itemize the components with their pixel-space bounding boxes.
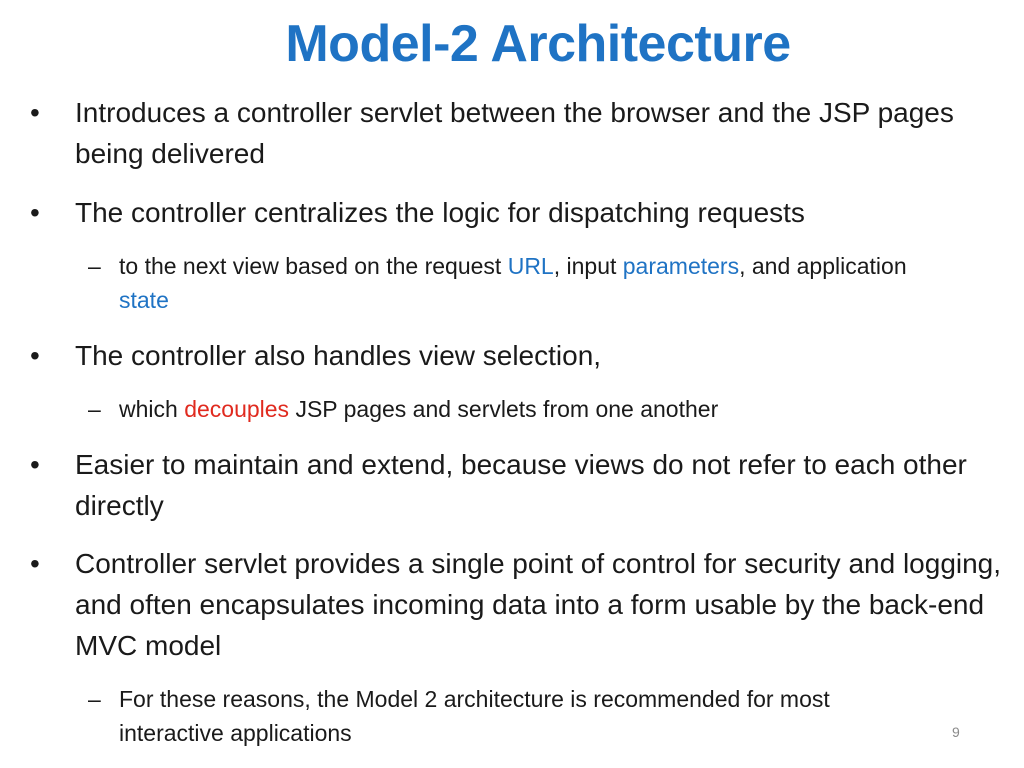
slide-title: Model-2 Architecture [285, 15, 791, 73]
bullet-text: The controller centralizes the logic for dispatching requests [75, 197, 805, 228]
bullet-text: Controller servlet provides a single point of control for security and logging, and often encapsulates incoming data into a form usable by the back-end MVC model [75, 548, 1002, 661]
subbullet-text: to the next view based on the request URL, input parameters, and application state [119, 253, 907, 313]
subbullet-text: which decouples JSP pages and servlets from one another [119, 396, 719, 422]
bullet-text: Introduces a controller servlet between the browser and the JSP pages being delivered [75, 97, 954, 169]
highlight-state: state [119, 287, 169, 313]
highlight-decouples: decouples [184, 396, 290, 422]
bullet-icon: • [30, 449, 40, 480]
bullet-icon: • [30, 97, 40, 128]
bullet-icon: • [30, 340, 40, 371]
dash-icon: – [88, 686, 101, 712]
page-number: 9 [952, 724, 960, 740]
highlight-parameters: parameters [622, 253, 740, 279]
bullet-text: The controller also handles view selection, [75, 340, 602, 371]
bullet-icon: • [30, 197, 40, 228]
bullet-text: Easier to maintain and extend, because views do not refer to each other directly [75, 449, 967, 521]
highlight-url: URL [507, 253, 554, 279]
subbullet-text: For these reasons, the Model 2 architecture is recommended for most interactive applications [119, 686, 830, 746]
bullet-icon: • [30, 548, 40, 579]
dash-icon: – [88, 396, 101, 422]
dash-icon: – [88, 253, 101, 279]
